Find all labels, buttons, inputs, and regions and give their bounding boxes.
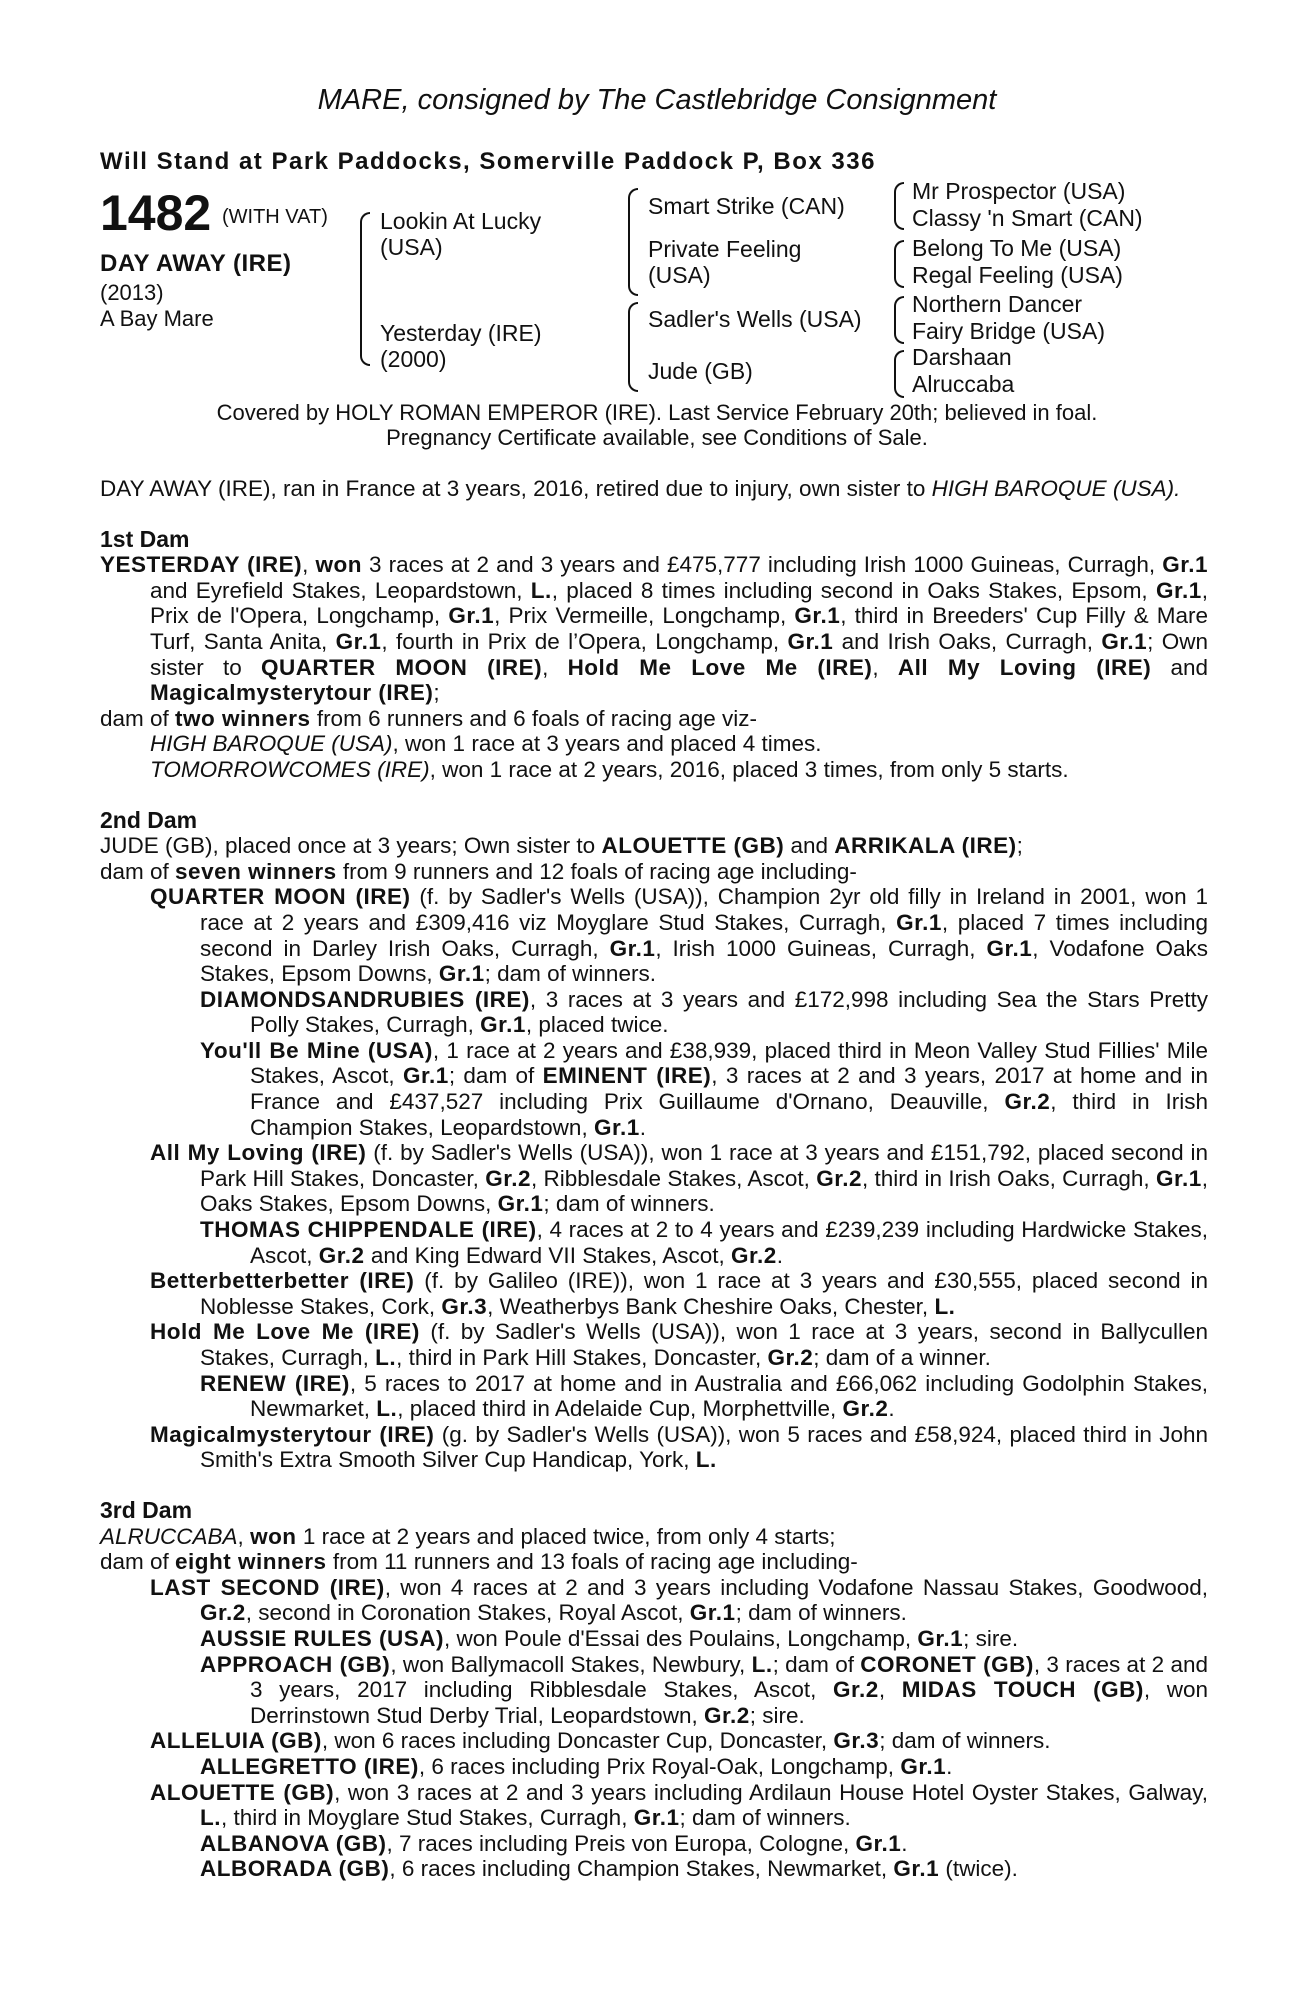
text-run: , placed twice. bbox=[525, 1012, 669, 1038]
bold-run: L. bbox=[200, 1805, 221, 1831]
vat-note: (WITH VAT) bbox=[222, 206, 328, 228]
horse-year: (2013) bbox=[100, 280, 164, 305]
bold-run: Gr.1 bbox=[855, 1830, 902, 1856]
bold-run: Gr.2 bbox=[1004, 1089, 1051, 1115]
bold-run: RENEW (IRE) bbox=[200, 1370, 350, 1396]
text-run: , 6 races including Champion Stakes, Newmarket, bbox=[389, 1856, 894, 1882]
bold-run: Gr.1 bbox=[787, 628, 834, 654]
grand-produce-entry bbox=[100, 1856, 1208, 1882]
dam-entry bbox=[100, 552, 1208, 706]
bold-run: L. bbox=[751, 1651, 773, 1677]
text-run: from 6 runners and 6 foals of racing age viz- bbox=[310, 705, 758, 731]
bold-run: Gr.2 bbox=[833, 1677, 879, 1703]
bold-run: All My Loving (IRE) bbox=[897, 654, 1152, 680]
bold-run: Gr.1 bbox=[893, 1856, 940, 1882]
text-run: , bbox=[542, 654, 568, 680]
text-run: , 7 races including Preis von Europa, Cologne, bbox=[386, 1830, 856, 1856]
text-run: , 3 races at 3 years and £172,998 including Sea the Stars Pretty Polly Stakes, Curragh, bbox=[250, 986, 1209, 1038]
text-run: ; dam of winners. bbox=[484, 961, 656, 987]
produce-entry bbox=[100, 884, 1208, 986]
brace bbox=[360, 212, 370, 366]
bold-run: Gr.1 bbox=[633, 1805, 680, 1831]
text-run: ; dam of bbox=[772, 1651, 861, 1677]
brace bbox=[628, 188, 638, 296]
text-run: , won 4 races at 2 and 3 years including Vodafone Nassau Stakes, Goodwood, bbox=[384, 1574, 1208, 1600]
bold-run: APPROACH (GB) bbox=[200, 1651, 391, 1677]
text-run: , Oaks Stakes, Epsom Downs, bbox=[200, 1165, 1208, 1217]
text-run: , third in Moyglare Stud Stakes, Curragh, bbox=[221, 1805, 634, 1831]
text-run: (g. by Sadler's Wells (USA)), won 5 races and £58,924, placed third in John Smith's Extra Smooth Silver Cup Handicap, York, bbox=[200, 1421, 1208, 1473]
bold-run: Gr.2 bbox=[842, 1396, 889, 1422]
produce-entry bbox=[100, 1780, 1208, 1831]
text-run: . bbox=[946, 1753, 953, 1779]
bold-run: ALLELUIA (GB) bbox=[150, 1728, 322, 1754]
sire-dam-country: (USA) bbox=[648, 262, 711, 288]
text-run: , Weatherbys Bank Cheshire Oaks, Chester, bbox=[487, 1293, 935, 1319]
dam-sire-dam: Fairy Bridge (USA) bbox=[912, 318, 1105, 344]
bold-run: Gr.3 bbox=[833, 1728, 880, 1754]
covered-note bbox=[0, 400, 1314, 450]
grand-produce-entry bbox=[100, 1038, 1208, 1140]
bold-run: Gr.1 bbox=[438, 961, 485, 987]
text-run: , bbox=[237, 1523, 251, 1549]
sire-dam: Private Feeling bbox=[648, 236, 802, 262]
text-run: , bbox=[872, 654, 898, 680]
bold-run: QUARTER MOON (IRE) bbox=[150, 884, 411, 910]
brace bbox=[628, 302, 638, 392]
bold-run: Gr.2 bbox=[816, 1165, 862, 1191]
text-run: ; dam of a winner. bbox=[813, 1345, 991, 1370]
italic-run: ALRUCCABA bbox=[100, 1523, 238, 1549]
text-run: , 1 race at 2 years and £38,939, placed third in Meon Valley Stud Fillies' Mile Stakes, Ascot, bbox=[250, 1037, 1208, 1089]
brace bbox=[894, 182, 904, 230]
bold-run: ARRIKALA (IRE) bbox=[834, 833, 1017, 859]
text-run: ; Own sister to bbox=[150, 628, 1208, 680]
text-run: , 3 races at 2 and 3 years, 2017 including Ribblesdale Stakes, Ascot, bbox=[250, 1651, 1208, 1703]
sire-sire: Smart Strike (CAN) bbox=[648, 193, 845, 219]
text-run: , second in Coronation Stakes, Royal Ascot, bbox=[245, 1600, 690, 1626]
text-run: , won Derrinstown Stud Derby Trial, Leopardstown, bbox=[250, 1677, 1208, 1728]
dam-year: (2000) bbox=[380, 346, 447, 372]
bold-run: Gr.2 bbox=[767, 1345, 814, 1370]
text-run: and bbox=[784, 833, 835, 859]
text-run: , bbox=[878, 1677, 902, 1703]
bold-run: Magicalmysterytour (IRE) bbox=[150, 1421, 435, 1447]
horse-name: DAY AWAY (IRE) bbox=[100, 250, 292, 277]
text-run: 1 race at 2 years and placed twice, from only 4 starts; bbox=[296, 1523, 836, 1549]
sire-sire-dam: Classy 'n Smart (CAN) bbox=[912, 205, 1143, 231]
pregnancy-line: Pregnancy Certificate available, see Conditions of Sale. bbox=[386, 425, 928, 450]
bold-run: ALBANOVA (GB) bbox=[200, 1830, 387, 1856]
grand-produce-entry bbox=[100, 1626, 1208, 1652]
sire-country: (USA) bbox=[380, 234, 443, 260]
text-run: , won 1 race at 3 years and placed 4 times. bbox=[392, 731, 822, 757]
text-run: ; sire. bbox=[749, 1702, 805, 1728]
produce-summary bbox=[100, 1549, 1208, 1575]
first-dam-section bbox=[100, 527, 1208, 783]
dam-sire-sire: Northern Dancer bbox=[912, 291, 1083, 317]
grand-produce-entry bbox=[100, 1831, 1208, 1857]
text-run: dam of bbox=[100, 705, 176, 731]
text-run: ; dam of winners. bbox=[679, 1805, 851, 1831]
text-run: , Prix Vermeille, Longchamp, bbox=[494, 603, 795, 629]
text-run: , Ribblesdale Stakes, Ascot, bbox=[530, 1165, 817, 1191]
bold-run: Gr.1 bbox=[917, 1625, 964, 1651]
bold-run: Gr.1 bbox=[1155, 1165, 1202, 1191]
bold-run: Gr.2 bbox=[485, 1165, 531, 1191]
bold-run: ALLEGRETTO (IRE) bbox=[200, 1753, 419, 1779]
text-run: , won 3 races at 2 and 3 years including Ardilaun House Hotel Oyster Stakes, Galway, bbox=[334, 1779, 1208, 1805]
bold-run: Gr.1 bbox=[335, 628, 382, 654]
text-run: . bbox=[888, 1396, 895, 1422]
produce-entry bbox=[100, 757, 1208, 783]
bold-run: Gr.1 bbox=[689, 1600, 736, 1626]
text-run: , 4 races at 2 to 4 years and £239,239 including Hardwicke Stakes, Ascot, bbox=[250, 1217, 1208, 1268]
text-run: , 6 races including Prix Royal-Oak, Longchamp, bbox=[418, 1753, 901, 1779]
text-run: ; dam of bbox=[448, 1063, 543, 1089]
text-run: JUDE (GB), placed once at 3 years; Own sister to bbox=[100, 833, 602, 859]
dam-dam-sire: Darshaan bbox=[912, 344, 1012, 370]
grand-produce-entry bbox=[100, 1754, 1208, 1780]
grand-produce-entry bbox=[100, 987, 1208, 1038]
text-run: (f. by Sadler's Wells (USA)), Champion 2yr old filly in Ireland in 2001, won 1 race at 2 years and £309,416 viz Moyglare Stud Stakes, Curragh, bbox=[200, 884, 1208, 935]
text-run: , placed third in Adelaide Cup, Morphettville, bbox=[397, 1396, 843, 1422]
bold-run: eight winners bbox=[175, 1549, 327, 1575]
bold-run: won bbox=[250, 1523, 297, 1549]
text-run: dam of bbox=[100, 1549, 176, 1575]
dam-dam-dam: Alruccaba bbox=[912, 371, 1015, 397]
text-run: , Vodafone Oaks Stakes, Epsom Downs, bbox=[200, 935, 1208, 987]
produce-entry bbox=[100, 731, 1208, 757]
bold-run: Hold Me Love Me (IRE) bbox=[567, 654, 873, 680]
bold-run: YESTERDAY (IRE) bbox=[100, 552, 303, 578]
bold-run: QUARTER MOON (IRE) bbox=[260, 654, 543, 680]
horse-description: A Bay Mare bbox=[100, 306, 214, 331]
text-run: from 9 runners and 12 foals of racing age including- bbox=[336, 858, 857, 884]
text-run: , third in Irish Champion Stakes, Leopardstown, bbox=[250, 1089, 1209, 1140]
bold-run: Gr.3 bbox=[441, 1293, 488, 1319]
dam: Yesterday (IRE) bbox=[380, 320, 542, 346]
produce-entry bbox=[100, 1422, 1208, 1473]
dam-entry bbox=[100, 1524, 1208, 1550]
bold-run: ALOUETTE (GB) bbox=[150, 1779, 335, 1805]
sire: Lookin At Lucky bbox=[380, 208, 542, 234]
bold-run: L. bbox=[934, 1293, 956, 1319]
bold-run: Gr.2 bbox=[318, 1242, 365, 1268]
bold-run: Gr.1 bbox=[900, 1753, 947, 1779]
section-heading: 2nd Dam bbox=[100, 806, 198, 833]
brace bbox=[894, 296, 904, 344]
bold-run: two winners bbox=[175, 705, 311, 731]
text-run: (f. by Sadler's Wells (USA)), won 1 race at 3 years, second in Ballycullen Stakes, Curragh, bbox=[200, 1319, 1208, 1370]
text-run: . bbox=[776, 1242, 784, 1268]
bold-run: Gr.1 bbox=[794, 603, 841, 629]
text-run: (f. by Sadler's Wells (USA)), won 1 race at 3 years and £151,792, placed second in Park Hill Stakes, Doncaster, bbox=[200, 1140, 1208, 1191]
bold-run: THOMAS CHIPPENDALE (IRE) bbox=[200, 1217, 537, 1243]
bold-run: You'll Be Mine (USA) bbox=[200, 1037, 433, 1063]
text-run: , Irish 1000 Guineas, Curragh, bbox=[655, 935, 987, 961]
produce-entry bbox=[100, 1319, 1208, 1370]
bold-run: Gr.1 bbox=[986, 935, 1033, 961]
bold-run: Gr.1 bbox=[1162, 552, 1208, 578]
catalogue-body bbox=[100, 476, 1208, 1882]
bold-run: Hold Me Love Me (IRE) bbox=[150, 1319, 420, 1345]
bold-run: Gr.1 bbox=[1155, 577, 1202, 603]
covered-line: Covered by HOLY ROMAN EMPEROR (IRE). Last Service February 20th; believed in foal. bbox=[216, 400, 1098, 425]
bold-run: LAST SECOND (IRE) bbox=[150, 1574, 385, 1600]
text-run: (twice). bbox=[939, 1856, 1018, 1882]
bold-run: L. bbox=[375, 1345, 397, 1370]
bold-run: L. bbox=[695, 1447, 717, 1473]
bold-run: Gr.1 bbox=[593, 1114, 640, 1140]
bold-run: seven winners bbox=[175, 858, 337, 884]
brace bbox=[894, 240, 904, 288]
bold-run: Gr.1 bbox=[1101, 628, 1148, 654]
grand-produce-entry bbox=[100, 1371, 1208, 1422]
bold-run: MIDAS TOUCH (GB) bbox=[901, 1677, 1144, 1703]
dam-dam: Jude (GB) bbox=[648, 358, 753, 384]
brace bbox=[894, 350, 904, 398]
bold-run: Gr.1 bbox=[497, 1191, 544, 1217]
grand-produce-entry bbox=[100, 1652, 1208, 1729]
text-run: , third in Park Hill Stakes, Doncaster, bbox=[396, 1345, 768, 1370]
bold-run: EMINENT (IRE) bbox=[542, 1063, 712, 1089]
bold-run: Gr.2 bbox=[731, 1242, 777, 1268]
text-run: 3 races at 2 and 3 years and £475,777 including Irish 1000 Guineas, Curragh, bbox=[361, 552, 1163, 578]
bold-run: Betterbetterbetter (IRE) bbox=[150, 1268, 415, 1294]
produce-entry bbox=[100, 1728, 1208, 1754]
bold-run: ALOUETTE (GB) bbox=[601, 833, 785, 859]
text-run: , placed 7 times including second in Darley Irish Oaks, Curragh, bbox=[200, 909, 1208, 961]
text-run: and Eyrefield Stakes, Leopardstown, bbox=[150, 577, 531, 603]
bold-run: ALBORADA (GB) bbox=[200, 1856, 390, 1882]
text-run: , fourth in Prix de l’Opera, Longchamp, bbox=[381, 628, 788, 654]
lot-number: 1482 bbox=[100, 185, 212, 241]
text-run: . bbox=[639, 1114, 646, 1140]
produce-entry bbox=[100, 1575, 1208, 1626]
sire-dam-dam: Regal Feeling (USA) bbox=[912, 262, 1123, 288]
produce-entry bbox=[100, 1140, 1208, 1217]
bold-run: Gr.2 bbox=[703, 1702, 750, 1728]
text-run: , third in Irish Oaks, Curragh, bbox=[861, 1165, 1156, 1191]
text-run: (f. by Galileo (IRE)), won 1 race at 3 years and £30,555, placed second in Noblesse Stakes, Cork, bbox=[200, 1268, 1208, 1319]
stand-location: Will Stand at Park Paddocks, Somerville Paddock P, Box 336 bbox=[100, 148, 876, 175]
bold-run: Gr.1 bbox=[403, 1063, 449, 1089]
third-dam-section bbox=[100, 1498, 1208, 1882]
italic-run: TOMORROWCOMES (IRE) bbox=[150, 756, 430, 782]
bold-run: Gr.1 bbox=[480, 1012, 526, 1038]
bold-run: won bbox=[315, 552, 362, 578]
text-run: ; bbox=[433, 680, 440, 706]
section-heading: 1st Dam bbox=[100, 525, 190, 552]
text-run: , third in Breeders' Cup Filly & Mare Turf, Santa Anita, bbox=[150, 603, 1209, 654]
text-run: , won Ballymacoll Stakes, Newbury, bbox=[390, 1651, 752, 1677]
produce-summary bbox=[100, 706, 1208, 732]
bold-run: DIAMONDSANDRUBIES (IRE) bbox=[200, 986, 530, 1012]
second-dam-section bbox=[100, 808, 1208, 1473]
text-run: and bbox=[1151, 654, 1208, 680]
bold-run: L. bbox=[376, 1396, 398, 1422]
bold-run: CORONET (GB) bbox=[860, 1651, 1034, 1677]
text-run: , 3 races at 2 and 3 years, 2017 at home and in France and £437,527 including Prix Guillaume d'Ornano, Deauville, bbox=[250, 1063, 1208, 1115]
section-heading: 3rd Dam bbox=[100, 1496, 193, 1523]
text-run: ; bbox=[1016, 833, 1023, 859]
dam-entry bbox=[100, 833, 1208, 859]
bold-run: Gr.1 bbox=[609, 935, 656, 961]
text-run: from 11 runners and 13 foals of racing age including- bbox=[326, 1549, 858, 1575]
text-run: , bbox=[302, 552, 316, 578]
text-run: , won 1 race at 2 years, 2016, placed 3 times, from only 5 starts. bbox=[429, 756, 1069, 782]
text-run: , won Poule d'Essai des Poulains, Longchamp, bbox=[444, 1625, 918, 1651]
intro-paragraph: DAY AWAY (IRE), ran in France at 3 years, 2016, retired due to injury, own sister to HIGH BAROQUE (USA). bbox=[100, 476, 1181, 501]
grand-produce-entry bbox=[100, 1217, 1208, 1268]
text-run: ; dam of winners. bbox=[543, 1191, 715, 1217]
text-run: . bbox=[901, 1830, 908, 1856]
text-run: and King Edward VII Stakes, Ascot, bbox=[364, 1242, 732, 1268]
dam-sire: Sadler's Wells (USA) bbox=[648, 306, 862, 332]
text-run: , 5 races to 2017 at home and in Australia and £66,062 including Godolphin Stakes, Newmarket, bbox=[250, 1370, 1208, 1422]
produce-summary bbox=[100, 859, 1208, 885]
text-run: ; dam of winners. bbox=[879, 1728, 1051, 1754]
sire-dam-sire: Belong To Me (USA) bbox=[912, 235, 1122, 261]
bold-run: L. bbox=[530, 577, 552, 603]
produce-entry bbox=[100, 1268, 1208, 1319]
text-run: and Irish Oaks, Curragh, bbox=[833, 628, 1102, 654]
text-run: ; dam of winners. bbox=[735, 1600, 907, 1626]
text-run: , placed 8 times including second in Oaks Stakes, Epsom, bbox=[551, 577, 1156, 603]
bold-run: All My Loving (IRE) bbox=[150, 1140, 367, 1166]
text-run: dam of bbox=[100, 858, 176, 884]
bold-run: AUSSIE RULES (USA) bbox=[200, 1625, 445, 1651]
catalogue-title: MARE, consigned by The Castlebridge Consignment bbox=[317, 84, 997, 116]
bold-run: Gr.1 bbox=[896, 909, 942, 935]
italic-run: HIGH BAROQUE (USA) bbox=[150, 731, 393, 757]
text-run: ; sire. bbox=[963, 1625, 1019, 1651]
text-run: , won 6 races including Doncaster Cup, Doncaster, bbox=[321, 1728, 834, 1754]
sire-sire-sire: Mr Prospector (USA) bbox=[912, 178, 1126, 204]
bold-run: Magicalmysterytour (IRE) bbox=[150, 680, 434, 706]
text-run: , Prix de l'Opera, Longchamp, bbox=[150, 577, 1208, 629]
bold-run: Gr.2 bbox=[200, 1600, 246, 1626]
bold-run: Gr.1 bbox=[448, 603, 495, 629]
